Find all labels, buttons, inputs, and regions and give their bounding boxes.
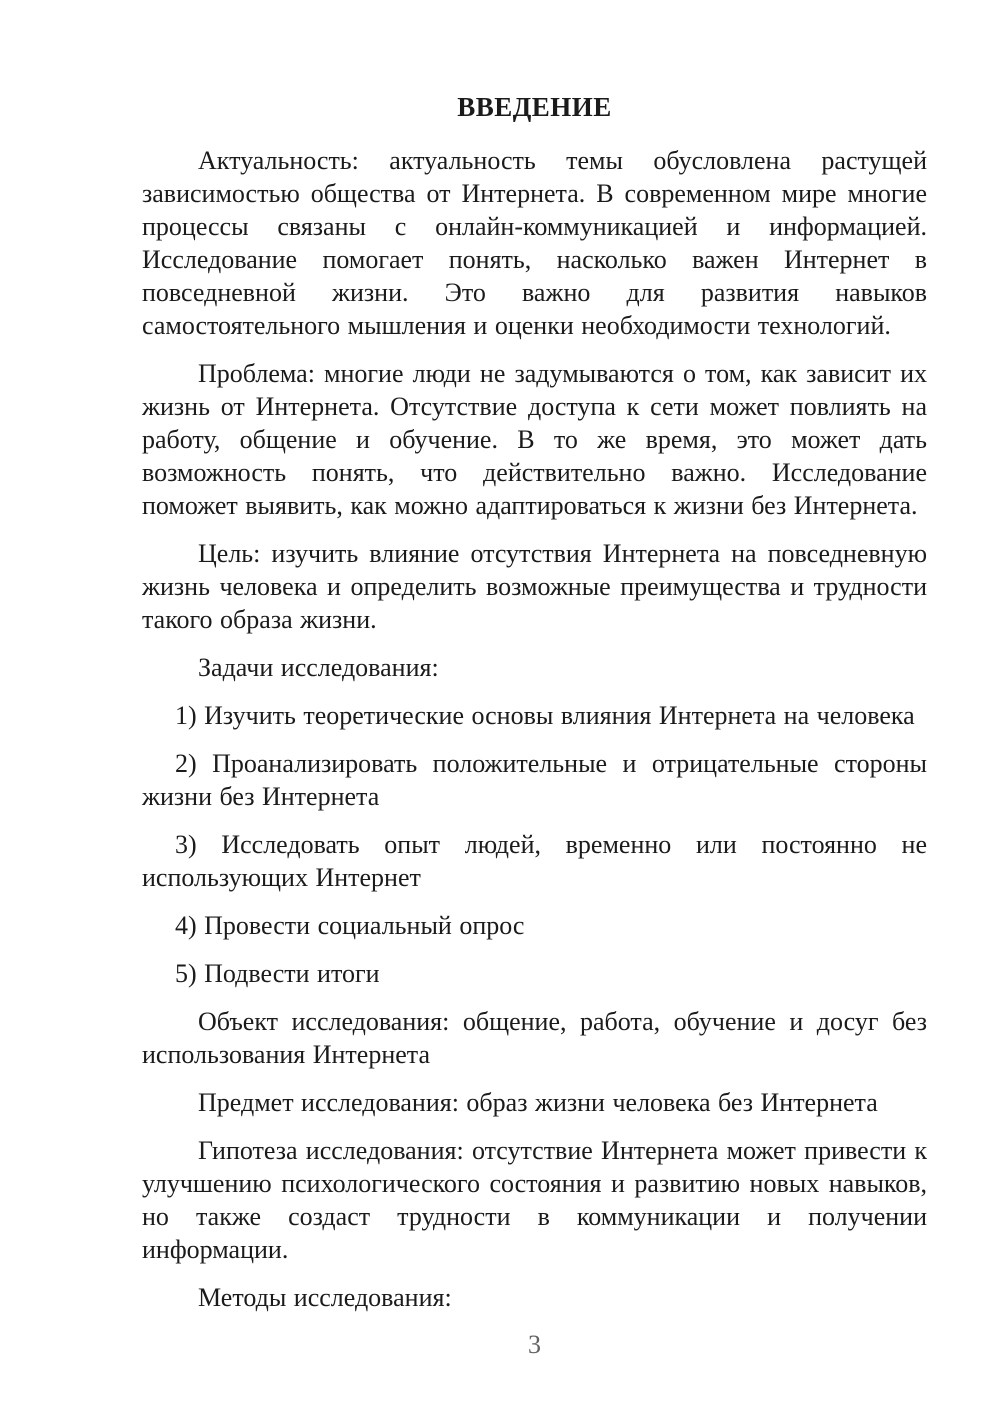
paragraph: Актуальность: актуальность темы обусловлена растущей зависимостью общества от Интернета. В современном мире многие процессы связаны с онлайн-коммуникацией и информацией. Исследование помогает понять, насколько важен Интернет в повседневной жизни. Это важно для развития навыков самостоятельного мышления и оценки необходимости технологий. xyxy=(142,146,927,340)
list-item: 5) Подвести итоги xyxy=(175,959,380,988)
list-item: 4) Провести социальный опрос xyxy=(175,911,525,940)
paragraph: Объект исследования: общение, работа, обучение и досуг без использования Интернета xyxy=(142,1007,927,1069)
paragraph: Предмет исследования: образ жизни человека без Интернета xyxy=(198,1088,878,1117)
paragraph: Гипотеза исследования: отсутствие Интернета может привести к улучшению психологического состояния и развитию новых навыков, но также создаст трудности в коммуникации и получении информации. xyxy=(142,1136,927,1264)
paragraph: Цель: изучить влияние отсутствия Интернета на повседневную жизнь человека и определить возможные преимущества и трудности такого образа жизни. xyxy=(142,539,927,634)
document-body xyxy=(142,144,927,1314)
paragraph: Методы исследования: xyxy=(198,1283,452,1312)
list-item: 2) Проанализировать положительные и отрицательные стороны жизни без Интернета xyxy=(142,749,927,811)
list-item: 3) Исследовать опыт людей, временно или постоянно не использующих Интернет xyxy=(142,830,927,892)
page-number: 3 xyxy=(528,1330,541,1359)
paragraph: Задачи исследования: xyxy=(198,653,439,682)
paragraph: Проблема: многие люди не задумываются о том, как зависит их жизнь от Интернета. Отсутствие доступа к сети может повлиять на работу, общение и обучение. В то же время, это может дать возможность понять, что действительно важно. Исследование поможет выявить, как можно адаптироваться к жизни без Интернета. xyxy=(142,359,927,520)
list-item: 1) Изучить теоретические основы влияния Интернета на человека xyxy=(175,701,915,730)
page-title: ВВЕДЕНИЕ xyxy=(457,92,612,122)
